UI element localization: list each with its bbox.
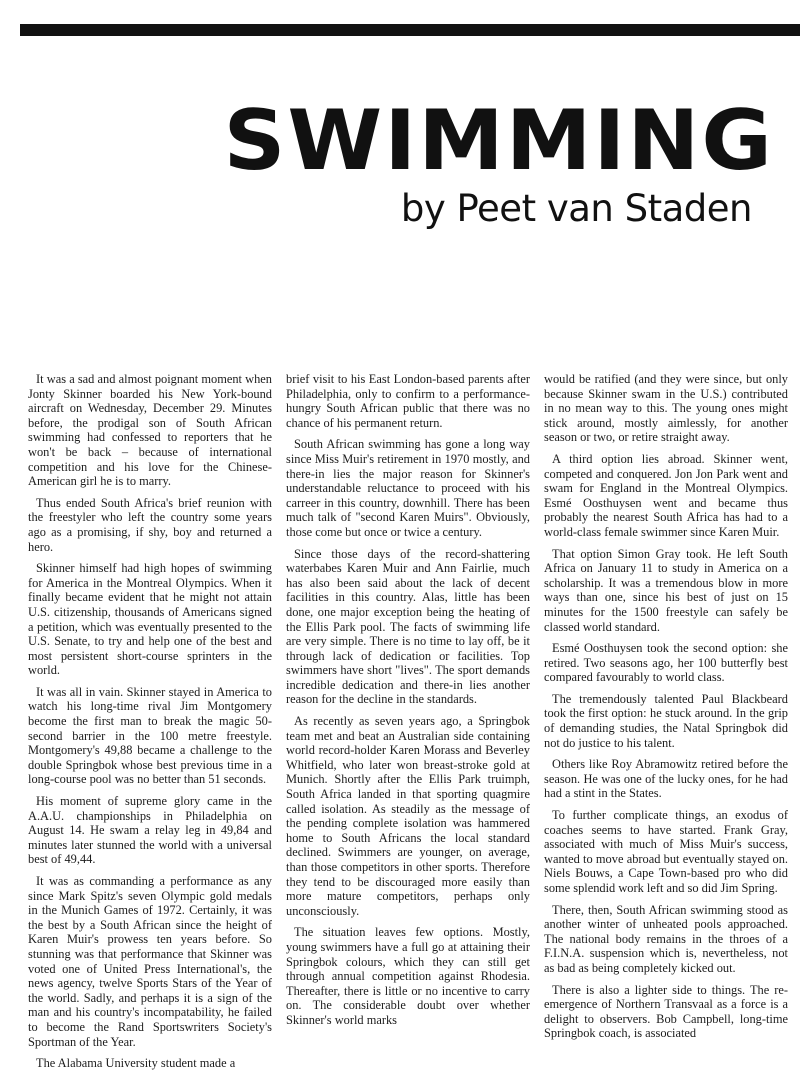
- paragraph: His moment of supreme glory came in the A.A.U. championships in Philadelphia on August 14. He swam a relay leg in 49,84 and minutes later stunned the world with a universal best of 49,44.: [28, 794, 272, 867]
- paragraph: The situation leaves few options. Mostly, young swimmers have a full go at attaining their Springbok colours, which they can still get through annual competition against Rhodesia. Thereafter, there is little or no incentive to carry on. The considerable doubt over whether Skinner's world marks: [286, 925, 530, 1027]
- column-2: [286, 372, 530, 1052]
- article-byline: by Peet van Staden: [400, 187, 752, 230]
- paragraph: It was as commanding a performance as any since Mark Spitz's seven Olympic gold medals in the Munich Games of 1972. Certainly, it was the best by a South African since the height of Karen Muir's prowess ten years before. So stunning was that performance that Skinner was voted one of United Press International's, the news agency, twelve Sports Stars of the Year of the world. Sadly, and perhaps it is a sign of the man and his country's incompatability, he failed to become the Rand Sportswriters Society's Sportman of the Year.: [28, 874, 272, 1049]
- column-3: [544, 372, 788, 1052]
- paragraph: As recently as seven years ago, a Springbok team met and beat an Australian side containing world record-holder Karen Morass and Beverley Whitfield, who later won breast-stroke gold at Munich. Shortly after the Ellis Park truimph, South Africa landed in that sporting quagmire called isolation. As steadily as the message of the pending complete isolation was hammered home to South Africans the local standard declined. Swimmers are younger, on average, than those competitors in other sports. Therefore they tend to be discouraged more easily than more mature competitors, perhaps only unconsciously.: [286, 714, 530, 918]
- paragraph: There, then, South African swimming stood as another winter of unheated pools approached. The national body remains in the throes of a F.I.N.A. suspension which is, nevertheless, not as bad as being completely kicked out.: [544, 902, 788, 975]
- paragraph: would be ratified (and they were since, but only because Skinner swam in the U.S.) contributed in no mean way to this. The young ones might stick around, mostly aimlessly, for another season or two, or retire straight away.: [544, 372, 788, 445]
- column-1: [28, 372, 272, 1071]
- paragraph: South African swimming has gone a long way since Miss Muir's retirement in 1970 mostly, and there-in lies the major reason for Skinner's understandable reluctance to proceed with his carreer in this country, downhill. There has been much talk of "second Karen Muirs". Obviously, those come but once or twice a century.: [286, 437, 530, 539]
- paragraph: That option Simon Gray took. He left South Africa on January 11 to study in America on a scholarship. It was a tremendous blow in more ways than one, since his best of just on 15 minutes for the 1500 freestyle can safely be classed world standard.: [544, 546, 788, 634]
- top-rule: [20, 24, 800, 36]
- paragraph: brief visit to his East London-based parents after Philadelphia, only to confirm to a performance-hungry South African public that there was no chance of his permanent return.: [286, 372, 530, 430]
- paragraph: It was all in vain. Skinner stayed in America to watch his long-time rival Jim Montgomery become the first man to break the magic 50-second barrier in the 100 metre freestyle. Montgomery's 49,88 became a challenge to the double Springbok whose best previous time in a long-course pool was no better than 51 seconds.: [28, 684, 272, 787]
- article-body: [28, 372, 788, 1071]
- article-title: SWIMMING: [223, 93, 774, 189]
- paragraph: Esmé Oosthuysen took the second option: she retired. Two seasons ago, her 100 butterfly best compared favourably to world class.: [544, 641, 788, 685]
- paragraph: It was a sad and almost poignant moment when Jonty Skinner boarded his New York-bound aircraft on Wednesday, December 29. Minutes before, the prodigal son of South African swimming had confessed to reporters that he won't be back – because of international competition and his love for the Chinese-American girl he is to marry.: [28, 372, 272, 489]
- paragraph: A third option lies abroad. Skinner went, competed and conquered. Jon Jon Park went and swam for England in the Montreal Olympics. Esmé Oosthuysen went and became thus probably the nearest South Africa has had to a world-class female swimmer since Karen Muir.: [544, 451, 788, 539]
- paragraph: Others like Roy Abramowitz retired before the season. He was one of the lucky ones, for he had had a stint in the States.: [544, 757, 788, 801]
- paragraph: The Alabama University student made a: [36, 1056, 236, 1071]
- paragraph: Skinner himself had high hopes of swimming for America in the Montreal Olympics. When it finally became evident that he might not attain U.S. citizenship, thousands of Americans signed a petition, which was eventually presented to the U.S. Senate, to try and help one of the best and most persistent short-course sprinters in the world.: [28, 561, 272, 678]
- paragraph: Thus ended South Africa's brief reunion with the freestyler who left the country some years ago as a promising, if shy, boy and returned a hero.: [28, 495, 272, 554]
- paragraph: To further complicate things, an exodus of coaches seems to have started. Frank Gray, associated with much of Miss Muir's success, wanted to move abroad but eventually stayed on. Niels Bouws, a Cape Town-based pro who did some splendid work left and so did Jim Spring.: [544, 808, 788, 895]
- paragraph: There is also a lighter side to things. The re-emergence of Northern Transvaal as a force is a delight to observers. Bob Campbell, long-time Springbok coach, is associated: [544, 982, 788, 1041]
- paragraph: Since those days of the record-shattering waterbabes Karen Muir and Ann Fairlie, much has also been said about the lack of decent facilities in this country. Alas, little has been done, one major exception being the heating of the Ellis Park pool. The facts of swimming life are very simple. There is no time to lay off, be it through lack of dedication or facilities. Top swimmers have short "lives". The sport demands incredible dedication and there-in lies another reason for the decline in the standards.: [286, 546, 530, 707]
- paragraph: The tremendously talented Paul Blackbeard took the first option: he stuck around. In the grip of demanding studies, the Natal Springbok did not do justice to his talent.: [544, 691, 788, 750]
